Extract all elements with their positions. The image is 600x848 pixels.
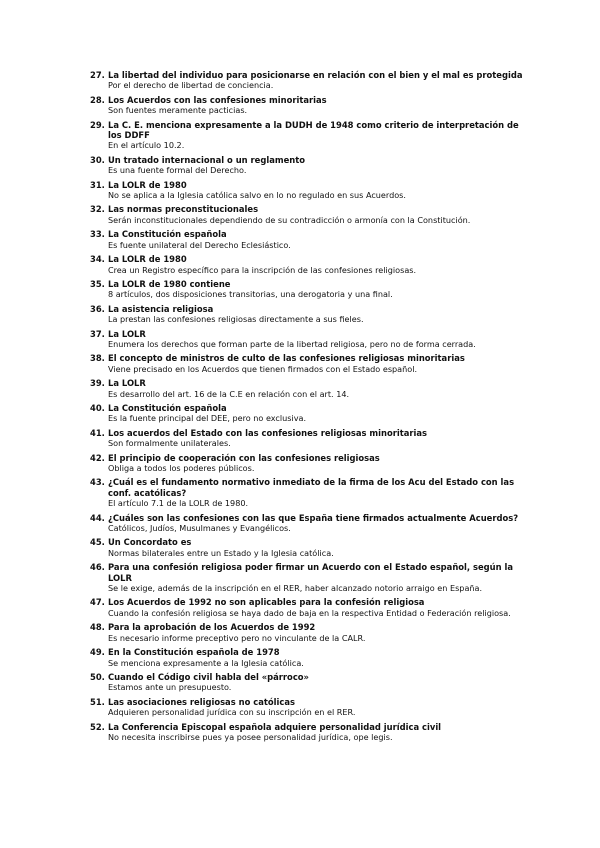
answer-text: Crea un Registro específico para la inscripción de las confesiones religiosas. xyxy=(108,264,417,275)
item-number: 48. xyxy=(90,622,105,633)
item-number: 43. xyxy=(90,477,105,488)
answer-text: Estamos ante un presupuesto. xyxy=(108,682,232,693)
list-item xyxy=(90,229,530,250)
question-text: El principio de cooperación con las confesiones religiosas xyxy=(108,452,380,463)
item-number: 51. xyxy=(90,696,105,707)
answer-text: El artículo 7.1 de la LOLR de 1980. xyxy=(108,498,249,509)
answer-text: Normas bilaterales entre un Estado y la Iglesia católica. xyxy=(108,547,334,558)
list-item xyxy=(90,403,530,424)
item-number: 31. xyxy=(90,179,105,190)
question-text: Un Concordato es xyxy=(108,537,192,548)
answer-text: Se le exige, además de la inscripción en el RER, haber alcanzado notorio arraigo en España. xyxy=(108,583,483,594)
list-item xyxy=(90,304,530,325)
list-item xyxy=(90,672,530,693)
item-number: 45. xyxy=(90,537,105,548)
answer-text: No necesita inscribirse pues ya posee personalidad jurídica, ope legis. xyxy=(108,731,393,742)
answer-text: Es una fuente formal del Derecho. xyxy=(108,165,247,176)
item-number: 42. xyxy=(90,452,105,463)
list-item xyxy=(90,597,530,618)
question-text: Los Acuerdos de 1992 no son aplicables para la confesión religiosa xyxy=(108,597,425,608)
question-text: La LOLR de 1980 xyxy=(108,254,187,265)
question-text: ¿Cuáles son las confesiones con las que España tiene firmados actualmente Acuerdos? xyxy=(108,512,519,523)
answer-text: Viene precisado en los Acuerdos que tienen firmados con el Estado español. xyxy=(108,363,418,374)
item-number: 32. xyxy=(90,204,105,215)
list-item xyxy=(90,378,530,399)
list-item xyxy=(90,70,530,91)
answer-text: Adquieren personalidad jurídica con su inscripción en el RER. xyxy=(108,707,356,718)
answer-text: Es necesario informe preceptivo pero no vinculante de la CALR. xyxy=(108,632,366,643)
answer-text: Obliga a todos los poderes públicos. xyxy=(108,463,255,473)
list-item xyxy=(90,453,530,474)
item-number: 30. xyxy=(90,154,105,165)
item-number: 47. xyxy=(90,597,105,608)
answer-text: La prestan las confesiones religiosas directamente a sus fieles. xyxy=(108,314,364,325)
answer-text: Es fuente unilateral del Derecho Eclesiástico. xyxy=(108,239,291,250)
item-number: 37. xyxy=(90,328,105,339)
answer-text: En el artículo 10.2. xyxy=(108,140,185,151)
answer-text: Son formalmente unilaterales. xyxy=(108,438,231,449)
item-number: 36. xyxy=(90,303,105,314)
item-number: 50. xyxy=(90,671,105,682)
question-text: La Conferencia Episcopal española adquiere personalidad jurídica civil xyxy=(108,721,442,732)
question-text: La C. E. menciona expresamente a la DUDH de 1948 como criterio de interpretación de los DDFF xyxy=(108,119,519,141)
question-text: Los acuerdos del Estado con las confesiones religiosas minoritarias xyxy=(108,427,428,438)
list-item xyxy=(90,513,530,534)
list-item xyxy=(90,120,530,151)
list-item xyxy=(90,204,530,225)
item-number: 33. xyxy=(90,229,105,240)
answer-text: Es desarrollo del art. 16 de la C.E en relación con el art. 14. xyxy=(108,388,350,399)
question-text: La LOLR xyxy=(108,378,146,389)
list-item xyxy=(90,537,530,558)
item-number: 39. xyxy=(90,378,105,389)
list-item xyxy=(90,329,530,350)
list-item xyxy=(90,647,530,668)
answer-text: Serán inconstitucionales dependiendo de su contradicción o armonía con la Constitución. xyxy=(108,214,471,225)
question-text: Para una confesión religiosa poder firmar un Acuerdo con el Estado español, según la LOLR xyxy=(108,562,514,583)
question-text: Para la aprobación de los Acuerdos de 1992 xyxy=(108,622,316,633)
item-number: 40. xyxy=(90,402,105,413)
list-item xyxy=(90,279,530,300)
answer-text: No se aplica a la Iglesia católica salvo en lo no regulado en sus Acuerdos. xyxy=(108,190,406,201)
answer-text: Enumera los derechos que forman parte de la libertad religiosa, pero no de forma cerrada. xyxy=(108,338,476,349)
item-number: 49. xyxy=(90,647,105,658)
item-number: 34. xyxy=(90,254,105,265)
answer-text: Católicos, Judíos, Musulmanes y Evangélicos. xyxy=(108,523,291,534)
answer-text: Por el derecho de libertad de conciencia. xyxy=(108,80,274,91)
question-text: Un tratado internacional o un reglamento xyxy=(108,154,305,165)
question-text: En la Constitución española de 1978 xyxy=(108,647,280,658)
item-number: 41. xyxy=(90,427,105,438)
list-item xyxy=(90,622,530,643)
item-number: 46. xyxy=(90,562,105,573)
question-text: La libertad del individuo para posicionarse en relación con el bien y el mal es protegida xyxy=(108,70,523,80)
question-text: Las normas preconstitucionales xyxy=(108,204,259,215)
list-item xyxy=(90,95,530,116)
list-item xyxy=(90,477,530,508)
list-item xyxy=(90,562,530,593)
question-text: Los Acuerdos con las confesiones minoritarias xyxy=(108,94,327,105)
list-item xyxy=(90,254,530,275)
question-text: La Constitución española xyxy=(108,229,227,240)
item-number: 27. xyxy=(90,70,105,80)
list-item xyxy=(90,353,530,374)
answer-text: Cuando la confesión religiosa se haya dado de baja en la respectiva Entidad o Federación religiosa. xyxy=(108,607,511,618)
question-text: La LOLR xyxy=(108,328,146,339)
answer-text: 8 artículos, dos disposiciones transitorias, una derogatoria y una final. xyxy=(108,289,393,300)
question-text: La LOLR de 1980 xyxy=(108,179,187,190)
answer-text: Son fuentes meramente pacticias. xyxy=(108,105,248,116)
answer-text: Es la fuente principal del DEE, pero no exclusiva. xyxy=(108,413,307,424)
question-text: La Constitución española xyxy=(108,402,227,413)
item-number: 28. xyxy=(90,94,105,105)
item-number: 38. xyxy=(90,353,105,364)
list-item xyxy=(90,428,530,449)
answer-text: Se menciona expresamente a la Iglesia católica. xyxy=(108,657,304,668)
question-text: ¿Cuál es el fundamento normativo inmediato de la firma de los Acu del Estado con las conf. acatólicas? xyxy=(108,477,515,498)
list-item xyxy=(90,722,530,743)
question-text: Cuando el Código civil habla del «párroco» xyxy=(108,671,309,682)
question-text: La LOLR de 1980 contiene xyxy=(108,278,231,289)
item-number: 52. xyxy=(90,721,105,732)
item-number: 35. xyxy=(90,278,105,289)
question-text: El concepto de ministros de culto de las confesiones religiosas minoritarias xyxy=(108,353,465,364)
question-answer-list xyxy=(90,70,530,746)
list-item xyxy=(90,697,530,718)
list-item xyxy=(90,155,530,176)
question-text: Las asociaciones religiosas no católicas xyxy=(108,696,295,707)
item-number: 29. xyxy=(90,119,105,130)
item-number: 44. xyxy=(90,512,105,523)
question-text: La asistencia religiosa xyxy=(108,303,214,314)
list-item xyxy=(90,180,530,201)
